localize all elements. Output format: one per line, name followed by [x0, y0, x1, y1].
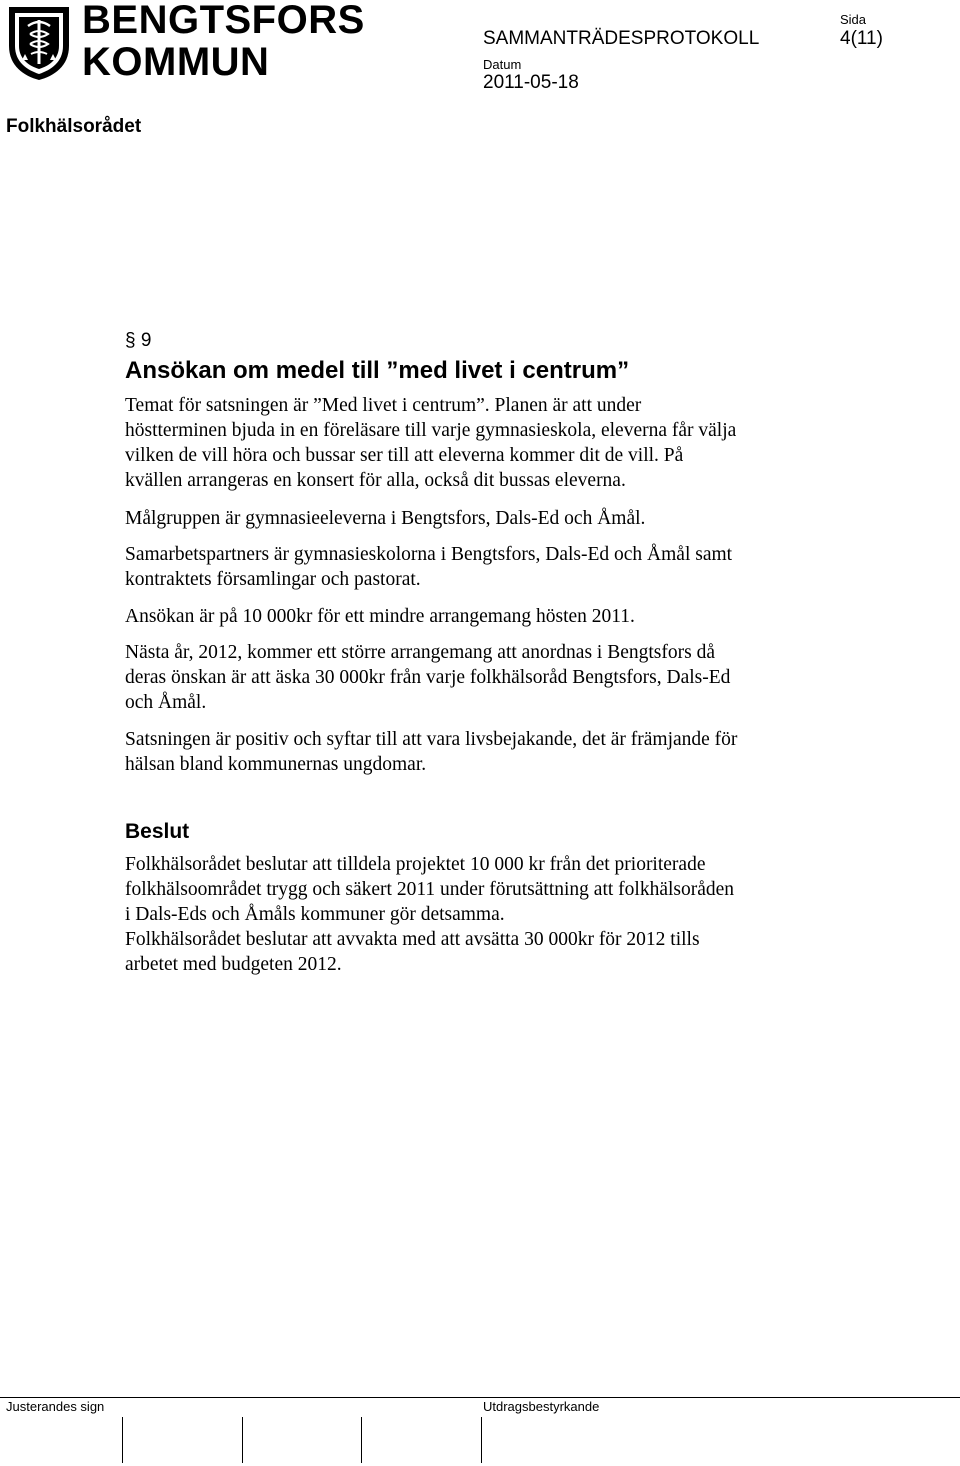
footer-divider	[0, 1397, 960, 1398]
section-number: § 9	[125, 330, 152, 351]
signature-box-divider	[122, 1417, 123, 1463]
date-label: Datum	[483, 57, 522, 72]
decision-line: i Dals-Eds och Åmåls kommuner gör detsamma.	[125, 904, 505, 925]
meeting-date: 2011-05-18	[483, 72, 579, 93]
paragraph-partners	[125, 542, 825, 592]
paragraph-line: hälsan bland kommunernas ungdomar.	[125, 754, 427, 775]
paragraph-line: vilken de vill höra och bussar ser till att eleverna kommer dit de vill. På	[125, 445, 684, 466]
paragraph-line: Ansökan är på 10 000kr för ett mindre arrangemang hösten 2011.	[125, 606, 635, 627]
decision-line: folkhälsoområdet trygg och säkert 2011 under förutsättning att folkhälsoråden	[125, 879, 735, 900]
signature-box-divider	[481, 1417, 482, 1463]
signature-label: Justerandes sign	[6, 1399, 105, 1414]
paragraph-line: Nästa år, 2012, kommer ett större arrangemang att anordnas i Bengtsfors då	[125, 642, 715, 663]
paragraph-next-year	[125, 640, 825, 715]
paragraph-line: och Åmål.	[125, 692, 207, 713]
decision-line: Folkhälsorådet beslutar att avvakta med att avsätta 30 000kr för 2012 tills	[125, 929, 700, 950]
page-label: Sida	[840, 12, 867, 27]
paragraph-application	[125, 604, 825, 629]
document-type: SAMMANTRÄDESPROTOKOLL	[483, 28, 760, 49]
brand-line-2: KOMMUN	[82, 40, 270, 84]
paragraph-line: Samarbetspartners är gymnasieskolorna i Bengtsfors, Dals-Ed och Åmål samt	[125, 544, 733, 565]
paragraph-target-group	[125, 506, 825, 531]
section-title: Ansökan om medel till ”med livet i centrum”	[125, 357, 630, 384]
brand-line-1: BENGTSFORS	[82, 0, 365, 42]
paragraph-line: Satsningen är positiv och syftar till att vara livsbejakande, det är främjande för	[125, 729, 738, 750]
paragraph-line: Temat för satsningen är ”Med livet i centrum”. Planen är att under	[125, 395, 642, 416]
paragraph-assessment	[125, 727, 825, 777]
paragraph-theme	[125, 393, 825, 493]
decision-line: arbetet med budgeten 2012.	[125, 954, 342, 975]
municipality-coat-of-arms-icon	[6, 4, 72, 82]
decision-text	[125, 852, 825, 977]
signature-box-divider	[242, 1417, 243, 1463]
organization-unit: Folkhälsorådet	[6, 116, 142, 137]
paragraph-line: deras önskan är att äska 30 000kr från varje folkhälsoråd Bengtsfors, Dals-Ed	[125, 667, 731, 688]
decision-line: Folkhälsorådet beslutar att tilldela projektet 10 000 kr från det prioriterade	[125, 854, 706, 875]
paragraph-line: kvällen arrangeras en konsert för alla, också dit bussas eleverna.	[125, 470, 626, 491]
page-number: 4(11)	[840, 28, 883, 49]
certification-label: Utdragsbestyrkande	[483, 1399, 600, 1414]
decision-heading: Beslut	[125, 820, 190, 843]
paragraph-line: kontraktets församlingar och pastorat.	[125, 569, 421, 590]
paragraph-line: höstterminen bjuda in en föreläsare till varje gymnasieskola, eleverna får välja	[125, 420, 737, 441]
paragraph-line: Målgruppen är gymnasieeleverna i Bengtsfors, Dals-Ed och Åmål.	[125, 508, 646, 529]
signature-box-divider	[361, 1417, 362, 1463]
